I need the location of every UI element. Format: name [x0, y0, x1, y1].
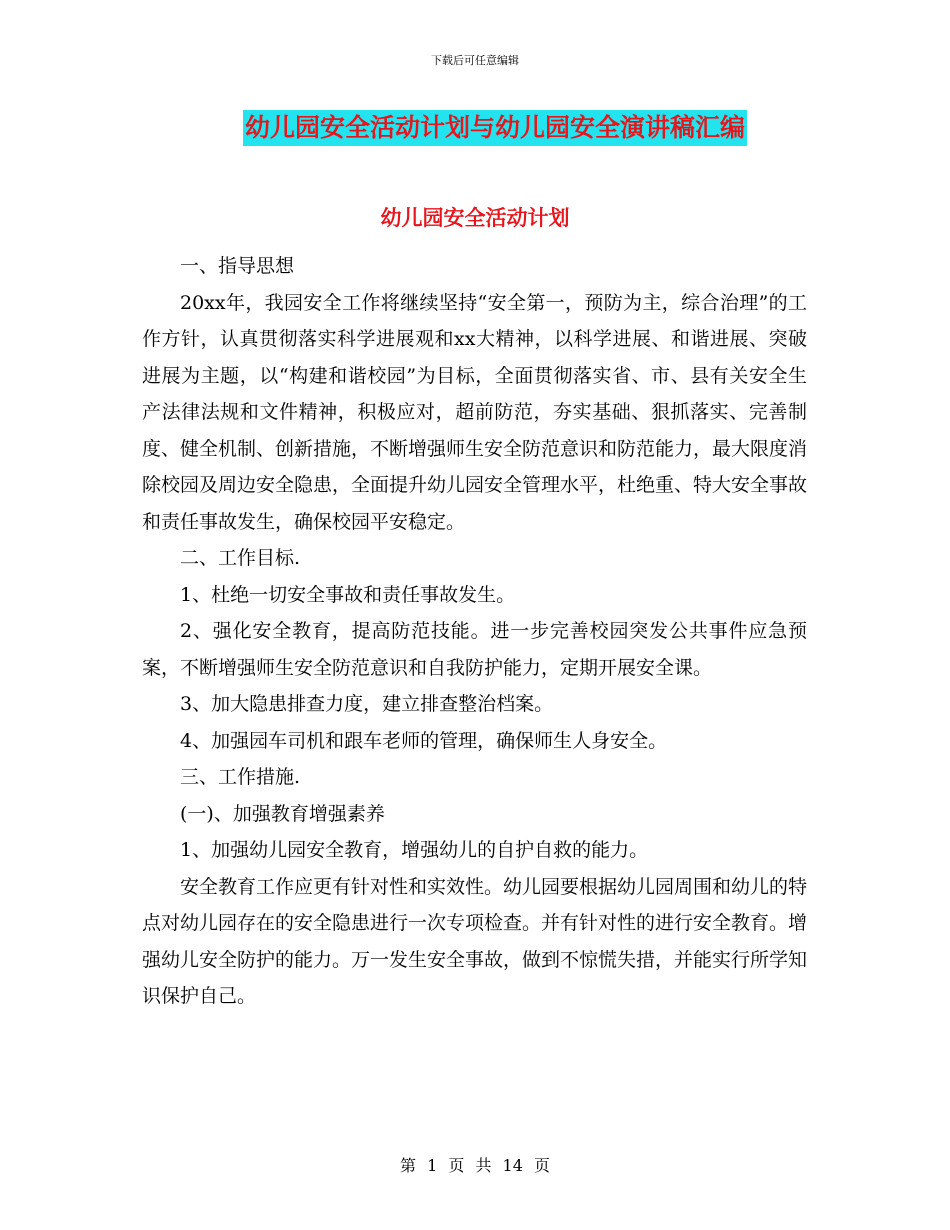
- goal-item-4: 4、加强园车司机和跟车老师的管理，确保师生人身安全。: [180, 729, 668, 752]
- heading-work-goals: 二、工作目标.: [180, 547, 301, 569]
- section-title: 幼儿园安全活动计划: [380, 206, 570, 230]
- goal-item-3: 3、加大隐患排查力度，建立排查整治档案。: [180, 693, 554, 715]
- heading-guiding-ideology: 一、指导思想: [180, 255, 295, 277]
- paragraph-guiding-ideology: 20xx年，我园安全工作将继续坚持“安全第一，预防为主，综合治理”的工作方针，认真贯彻落实科学进展观和xx大精神，以科学进展、和谐进展、突破进展为主题，以“构建和谐校园”为目标，全面贯彻落实省、市、县有关安全生产法律法规和文件精神，积极应对，超前防范，夯实基础、狠抓落实、完善制度、健全机制、创新措施，不断增强师生安全防范意识和防范能力，最大限度消除校园及周边安全隐患，全面提升幼儿园安全管理水平，杜绝重、特大安全事故和责任事故发生，确保校园平安稳定。: [142, 291, 808, 533]
- body-text: [142, 248, 807, 1015]
- paragraph-safety-education: 安全教育工作应更有针对性和实效性。幼儿园要根据幼儿园周围和幼儿的特点对幼儿园存在的安全隐患进行一次专项检查。并有针对性的进行安全教育。增强幼儿安全防护的能力。万一发生安全事故，做到不惊慌失措，并能实行所学知识保护自己。: [142, 875, 808, 1007]
- main-title: 幼儿园安全活动计划与幼儿园安全演讲稿汇编: [243, 110, 747, 146]
- page-footer-page-number: 第 1 页 共 14 页: [400, 1156, 550, 1175]
- page-header-note: 下载后可任意编辑: [431, 54, 519, 67]
- measure-item-1: 1、加强幼儿园安全教育，增强幼儿的自护自救的能力。: [180, 839, 649, 861]
- subheading-education: (一)、加强教育增强素养: [180, 802, 385, 825]
- heading-work-measures: 三、工作措施.: [180, 766, 301, 788]
- goal-item-1: 1、杜绝一切安全事故和责任事故发生。: [180, 583, 516, 606]
- goal-item-2: 2、强化安全教育，提高防范技能。进一步完善校园突发公共事件应急预案，不断增强师生安全防范意识和自我防护能力，定期开展安全课。: [142, 620, 807, 679]
- main-title-container: [0, 110, 950, 146]
